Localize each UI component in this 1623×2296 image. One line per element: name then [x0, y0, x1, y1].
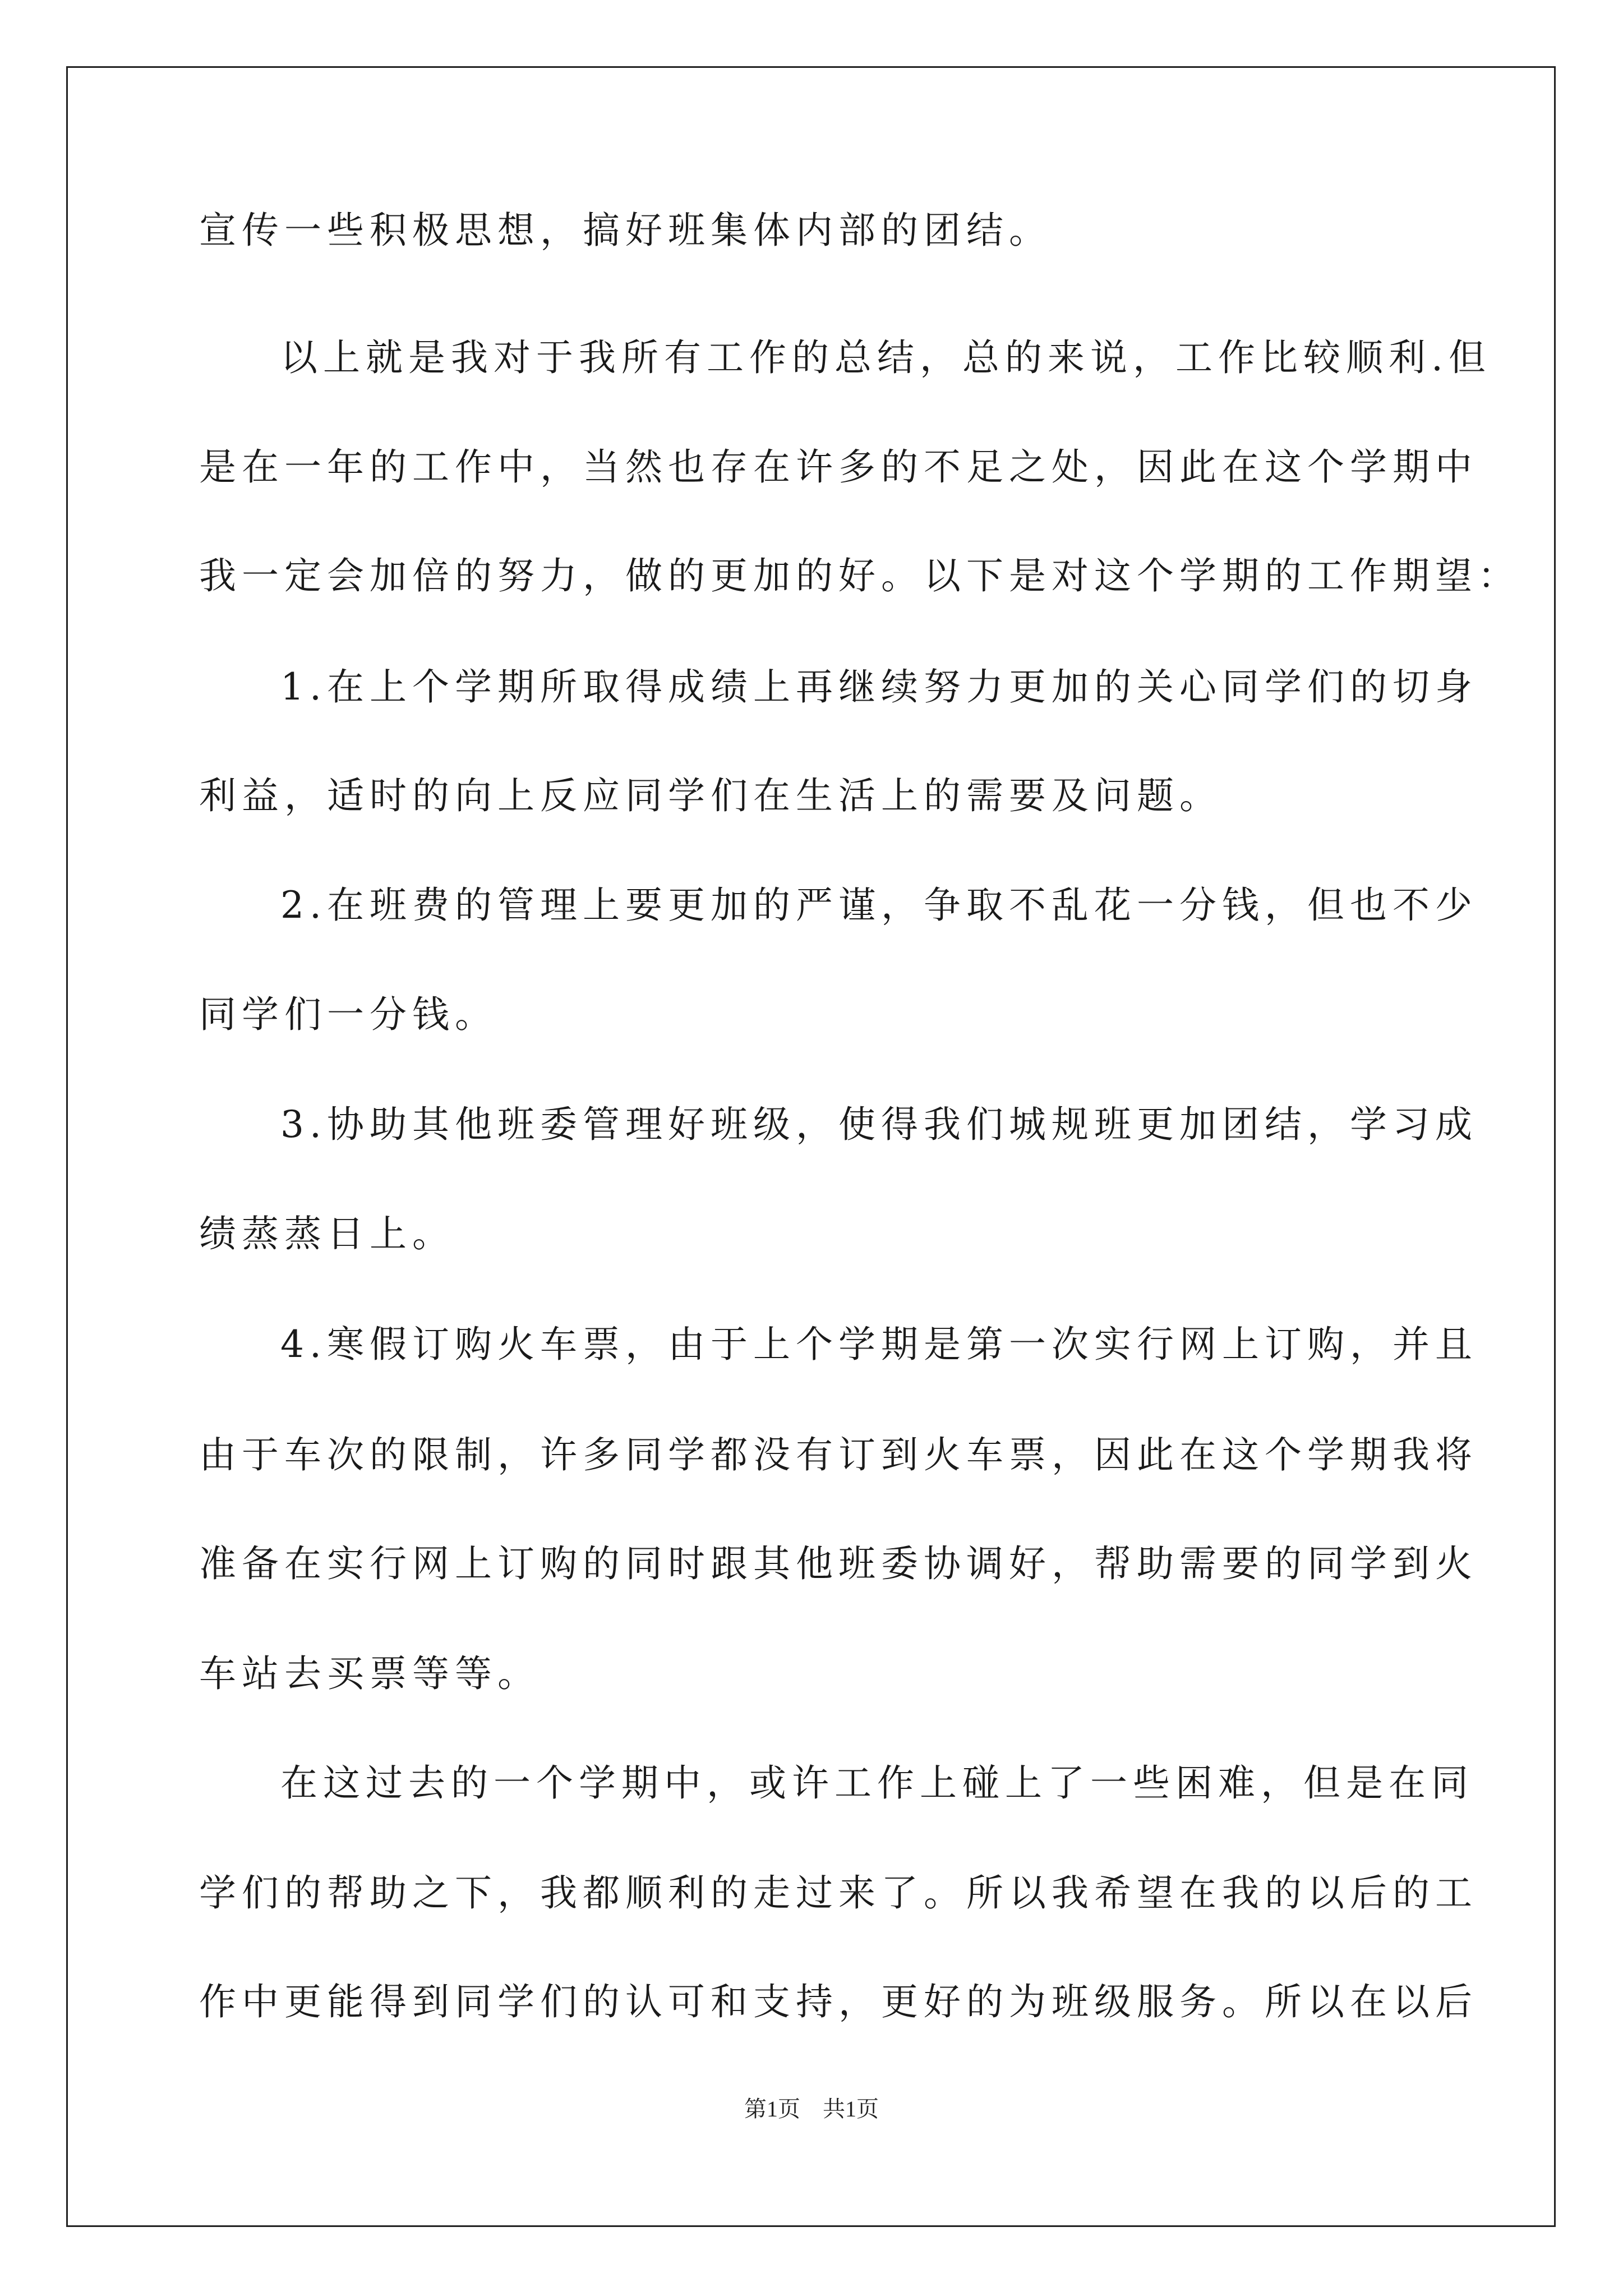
text-line: 1.在上个学期所取得成绩上再继续努力更加的关心同学们的切身 [280, 665, 1478, 708]
text-line: 宣传一些积极思想，搞好班集体内部的团结。 [199, 209, 1052, 252]
text-line: 4.寒假订购火车票，由于上个学期是第一次实行网上订购，并且 [280, 1323, 1478, 1366]
text-line: 2.在班费的管理上要更加的严谨，争取不乱花一分钱，但也不少 [280, 884, 1478, 927]
text-line: 车站去买票等等。 [199, 1652, 540, 1695]
text-line: 在这过去的一个学期中，或许工作上碰上了一些困难，但是在同 [280, 1761, 1474, 1805]
text-line: 绩蒸蒸日上。 [199, 1212, 455, 1255]
text-line: 是在一年的工作中，当然也存在许多的不足之处，因此在这个学期中 [199, 445, 1478, 489]
text-line: 以上就是我对于我所有工作的总结，总的来说，工作比较顺利.但 [280, 336, 1491, 379]
text-line: 由于车次的限制，许多同学都没有订到火车票，因此在这个学期我将 [199, 1433, 1478, 1476]
text-line: 我一定会加倍的努力，做的更加的好。以下是对这个学期的工作期望： [199, 554, 1520, 597]
text-line: 3.协助其他班委管理好班级，使得我们城规班更加团结，学习成 [280, 1103, 1478, 1146]
text-line: 学们的帮助之下，我都顺利的走过来了。所以我希望在我的以后的工 [199, 1871, 1478, 1915]
text-line: 利益，适时的向上反应同学们在生活上的需要及问题。 [199, 774, 1222, 817]
text-line: 同学们一分钱。 [199, 993, 497, 1036]
text-line: 作中更能得到同学们的认可和支持，更好的为班级服务。所以在以后 [199, 1980, 1478, 2023]
page-footer: 第1页 共1页 [744, 2096, 879, 2122]
text-line: 准备在实行网上订购的同时跟其他班委协调好，帮助需要的同学到火 [199, 1542, 1478, 1585]
